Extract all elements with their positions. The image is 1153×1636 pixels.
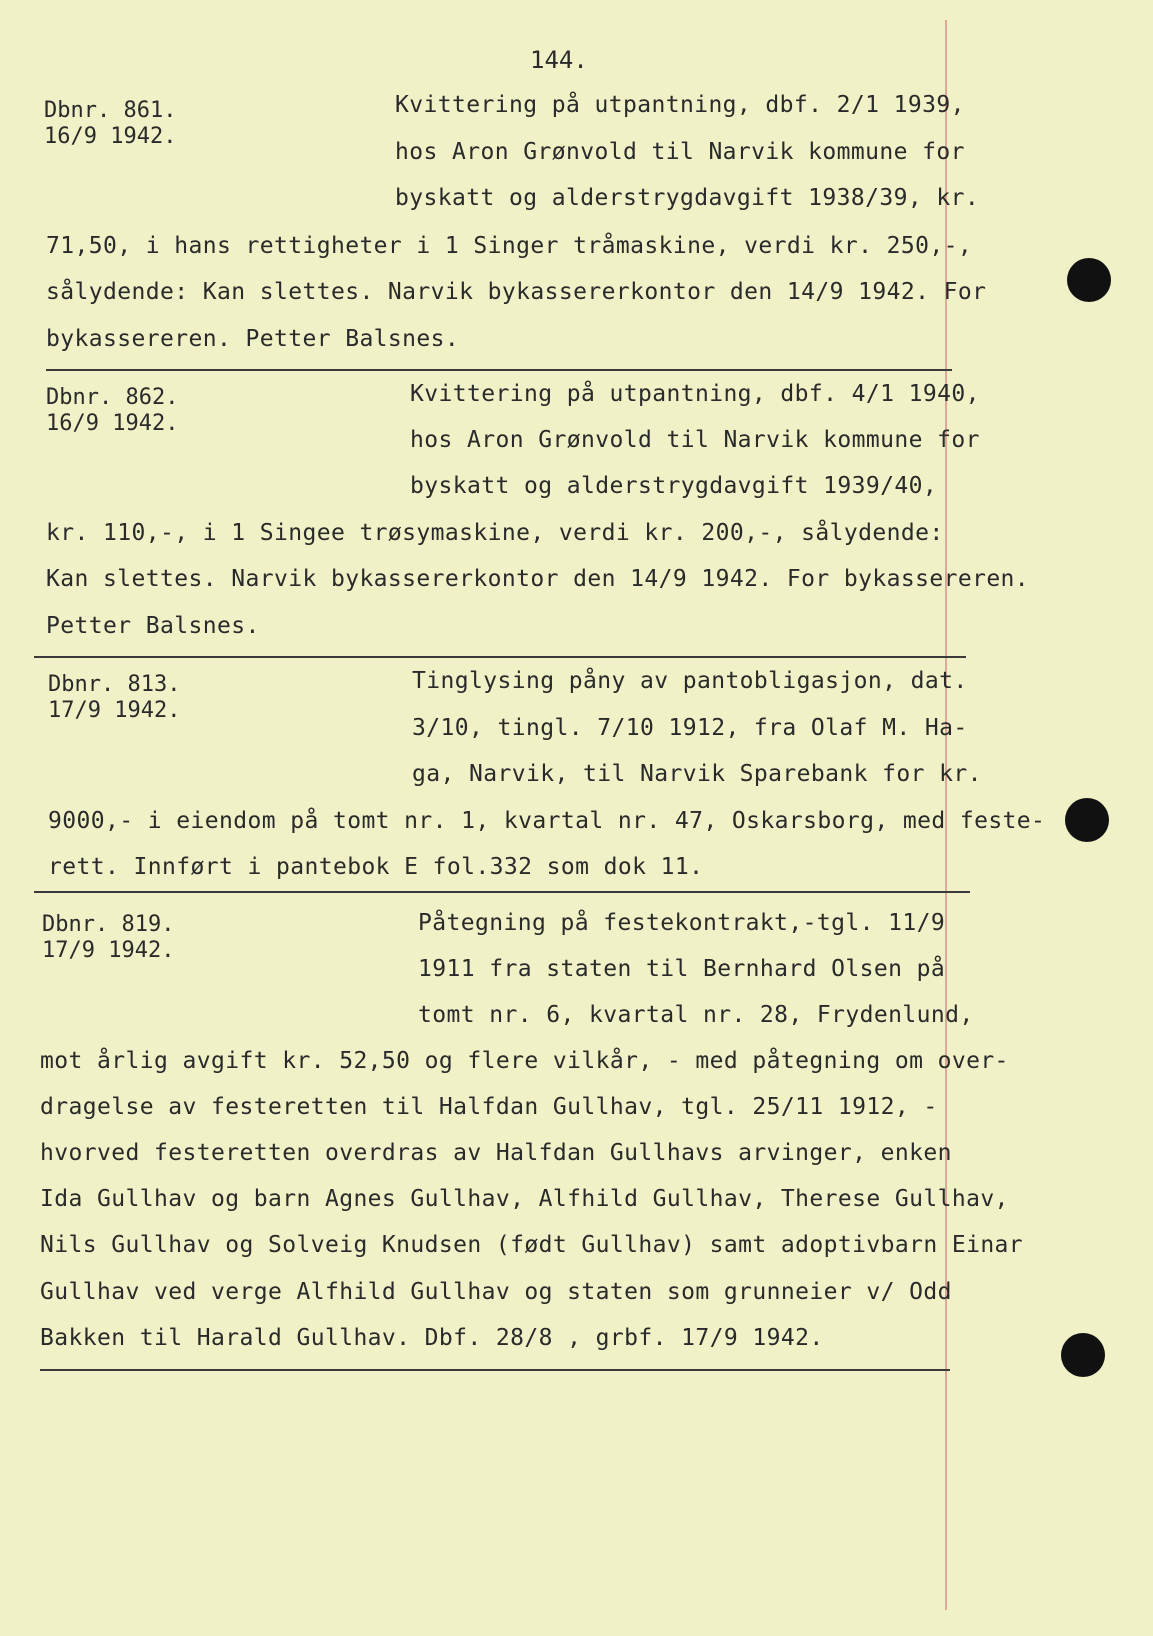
entry-reference (46, 385, 178, 437)
entry-divider (34, 656, 966, 658)
entry-text-line: kr. 110,-, i 1 Singee trøsymaskine, verdi kr. 200,-, sålydende: (46, 520, 944, 546)
entry-text-line: Ida Gullhav og barn Agnes Gullhav, Alfhild Gullhav, Therese Gullhav, (40, 1186, 1009, 1212)
entry-text-line: byskatt og alderstrygdavgift 1938/39, kr. (395, 185, 980, 211)
entry-reference (48, 672, 180, 724)
punch-hole (1065, 798, 1109, 842)
entry-text-line: Kvittering på utpantning, dbf. 2/1 1939, (395, 92, 965, 118)
entry-text-line: Kvittering på utpantning, dbf. 4/1 1940, (410, 381, 980, 407)
entry-date: 17/9 1942. (42, 938, 175, 963)
entry-text-line: Tinglysing påny av pantobligasjon, dat. (412, 668, 968, 694)
entry-text-line: Kan slettes. Narvik bykassererkontor den 14/9 1942. For bykassereren. (46, 566, 1030, 592)
punch-hole (1067, 258, 1111, 302)
entry-text-line: ga, Narvik, til Narvik Sparebank for kr. (412, 761, 982, 787)
punch-hole (1061, 1333, 1105, 1377)
entry-text-line: hos Aron Grønvold til Narvik kommune for (395, 139, 965, 165)
entry-date: 16/9 1942. (44, 124, 177, 149)
entry-number: Dbnr. 813. (48, 672, 181, 697)
entry-number: Dbnr. 861. (44, 98, 177, 123)
entry-divider (40, 1369, 950, 1371)
entry-text-line: Påtegning på festekontrakt,-tgl. 11/9 (418, 910, 946, 936)
entry-divider (34, 891, 970, 893)
entry-text-line: Petter Balsnes. (46, 613, 260, 639)
entry-text-line: hos Aron Grønvold til Narvik kommune for (410, 427, 980, 453)
entry-text-line: 9000,- i eiendom på tomt nr. 1, kvartal nr. 47, Oskarsborg, med feste- (48, 808, 1046, 834)
entry-text-line: hvorved festeretten overdras av Halfdan Gullhavs arvinger, enken (40, 1140, 952, 1166)
entry-text-line: mot årlig avgift kr. 52,50 og flere vilkår, - med påtegning om over- (40, 1048, 1009, 1074)
entry-number: Dbnr. 819. (42, 912, 175, 937)
entry-text-line: bykassereren. Petter Balsnes. (46, 326, 460, 352)
entry-text-line: Nils Gullhav og Solveig Knudsen (født Gullhav) samt adoptivbarn Einar (40, 1232, 1024, 1258)
entry-text-line: sålydende: Kan slettes. Narvik bykassererkontor den 14/9 1942. For (46, 279, 987, 305)
entry-text-line: 1911 fra staten til Bernhard Olsen på (418, 956, 946, 982)
page-number: 144. (530, 46, 588, 74)
entry-date: 17/9 1942. (48, 698, 181, 723)
entry-text-line: 71,50, i hans rettigheter i 1 Singer tråmaskine, verdi kr. 250,-, (46, 233, 973, 259)
entry-text-line: 3/10, tingl. 7/10 1912, fra Olaf M. Ha- (412, 715, 968, 741)
entry-text-line: byskatt og alderstrygdavgift 1939/40, (410, 473, 938, 499)
entry-number: Dbnr. 862. (46, 385, 179, 410)
entry-date: 16/9 1942. (46, 411, 179, 436)
entry-text-line: dragelse av festeretten til Halfdan Gullhav, tgl. 25/11 1912, - (40, 1094, 938, 1120)
entry-reference (44, 98, 176, 150)
entry-text-line: Gullhav ved verge Alfhild Gullhav og staten som grunneier v/ Odd (40, 1279, 952, 1305)
entry-text-line: tomt nr. 6, kvartal nr. 28, Frydenlund, (418, 1002, 974, 1028)
entry-text-line: Bakken til Harald Gullhav. Dbf. 28/8 , grbf. 17/9 1942. (40, 1325, 824, 1351)
entry-divider (46, 369, 952, 371)
entry-reference (42, 912, 174, 964)
entry-text-line: rett. Innført i pantebok E fol.332 som dok 11. (48, 854, 704, 880)
